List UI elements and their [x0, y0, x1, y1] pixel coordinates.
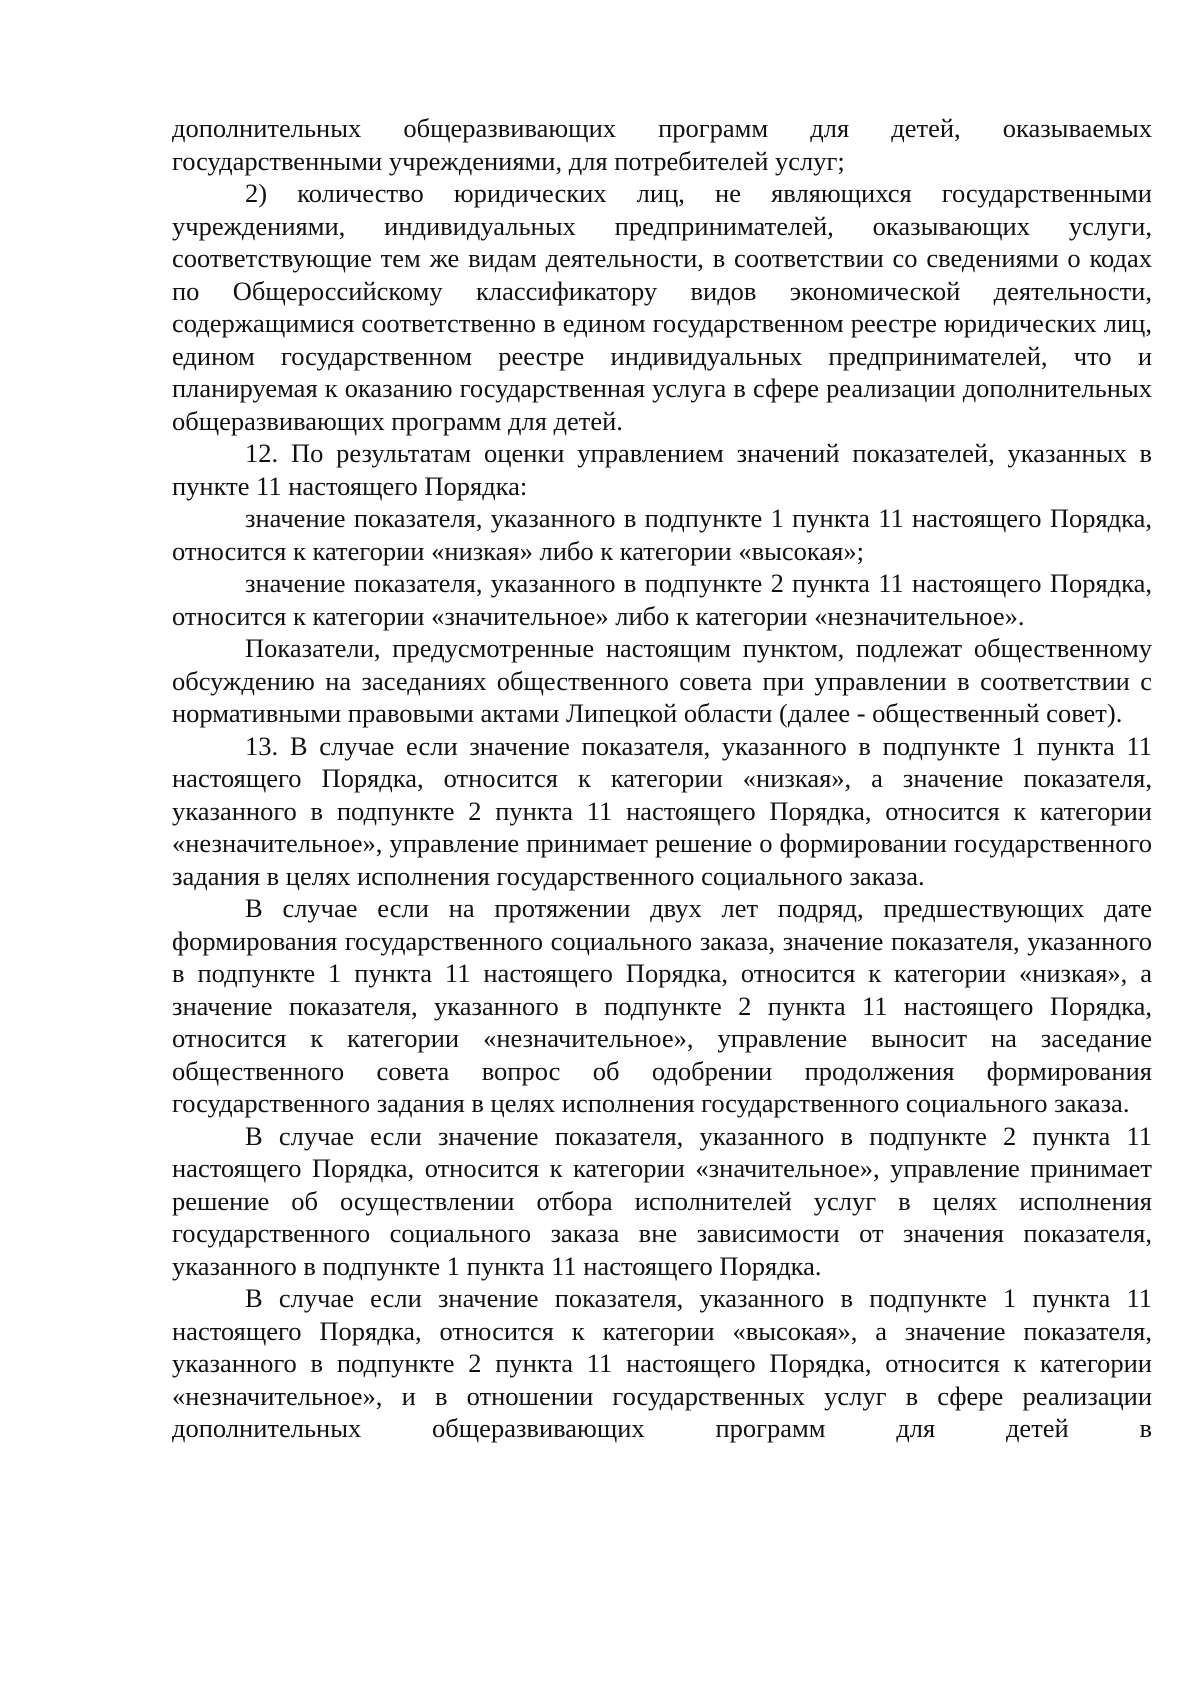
- paragraph-item-12: 12. По результатам оценки управлением значений показателей, указанных в пункте 11 настоящего Порядка:: [172, 438, 1152, 501]
- document-page: [172, 112, 1152, 1445]
- paragraph-high-case: В случае если значение показателя, указанного в подпункте 1 пункта 11 настоящего Порядка, относится к категории «высокая», а значение показателя, указанного в подпункте 2 пункта 11 настоящего Порядка, относится к категории «незначительное», и в отношении государственных услуг в сфере реализации дополнительных общеразвивающих программ для детей в: [172, 1283, 1152, 1443]
- paragraph-indicator-1-category: значение показателя, указанного в подпункте 1 пункта 11 настоящего Порядка, относится к категории «низкая» либо к категории «высокая»;: [172, 503, 1152, 566]
- paragraph-two-years-case: В случае если на протяжении двух лет подряд, предшествующих дате формирования государственного социального заказа, значение показателя, указанного в подпункте 1 пункта 11 настоящего Порядка, относится к категории «низкая», а значение показателя, указанного в подпункте 2 пункта 11 настоящего Порядка, относится к категории «незначительное», управление выносит на заседание общественного совета вопрос об одобрении продолжения формирования государственного задания в целях исполнения государственного социального заказа.: [172, 893, 1152, 1118]
- paragraph-indicator-2-category: значение показателя, указанного в подпункте 2 пункта 11 настоящего Порядка, относится к категории «значительное» либо к категории «незначительное».: [172, 568, 1152, 631]
- paragraph-item-13: 13. В случае если значение показателя, указанного в подпункте 1 пункта 11 настоящего Порядка, относится к категории «низкая», а значение показателя, указанного в подпункте 2 пункта 11 настоящего Порядка, относится к категории «незначительное», управление принимает решение о формировании государственного задания в целях исполнения государственного социального заказа.: [172, 730, 1152, 891]
- paragraph-continuation: дополнительных общеразвивающих программ для детей, оказываемых государственными учреждениями, для потребителей услуг;: [172, 113, 1152, 176]
- paragraph-public-discussion: Показатели, предусмотренные настоящим пунктом, подлежат общественному обсуждению на заседаниях общественного совета при управлении в соответствии с нормативными правовыми актами Липецкой области (далее - общественный совет).: [172, 633, 1152, 728]
- paragraph-significant-case: В случае если значение показателя, указанного в подпункте 2 пункта 11 настоящего Порядка, относится к категории «значительное», управление принимает решение об осуществлении отбора исполнителей услуг в целях исполнения государственного социального заказа вне зависимости от значения показателя, указанного в подпункте 1 пункта 11 настоящего Порядка.: [172, 1120, 1152, 1281]
- paragraph-subitem-2: 2) количество юридических лиц, не являющихся государственными учреждениями, индивидуальных предпринимателей, оказывающих услуги, соответствующие тем же видам деятельности, в соответствии со сведениями о кодах по Общероссийскому классификатору видов экономической деятельности, содержащимися соответственно в едином государственном реестре юридических лиц, едином государственном реестре индивидуальных предпринимателей, что и планируемая к оказанию государственная услуга в сфере реализации дополнительных общеразвивающих программ для детей.: [172, 178, 1152, 436]
